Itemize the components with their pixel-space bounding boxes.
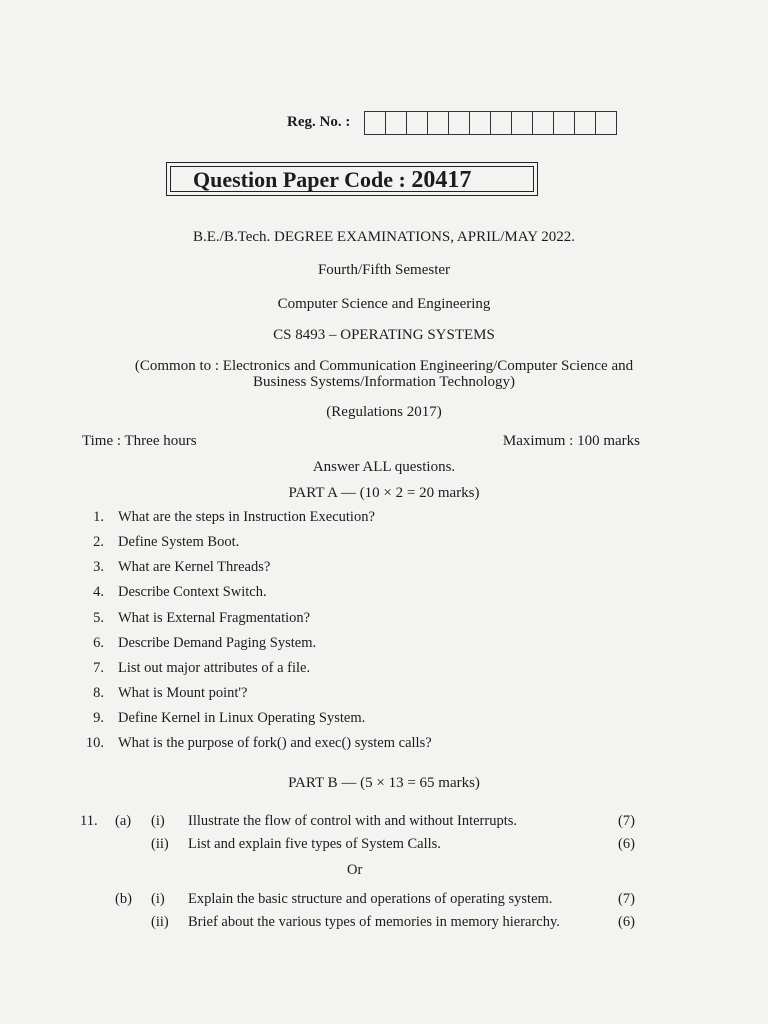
instruction-line: Answer ALL questions. xyxy=(312,459,456,475)
time-line: Time : Three hours xyxy=(82,433,197,449)
question-paper-code xyxy=(170,166,534,192)
reg-no-digit-box xyxy=(553,112,574,134)
degree-line: B.E./B.Tech. DEGREE EXAMINATIONS, APRIL/MAY 2022. xyxy=(192,229,575,245)
question-number: 5. xyxy=(93,610,104,626)
question-text: What is the purpose of fork() and exec() system calls? xyxy=(118,735,432,751)
sub-question-text: Illustrate the flow of control with and without Interrupts. xyxy=(188,813,517,829)
reg-no-digit-box xyxy=(427,112,448,134)
option-label: (a) xyxy=(115,813,132,829)
department-line: Computer Science and Engineering xyxy=(277,296,491,312)
question-paper-code-box xyxy=(166,162,538,196)
question-number: 11. xyxy=(80,813,98,829)
marks: (7) xyxy=(618,813,635,829)
max-marks-line: Maximum : 100 marks xyxy=(502,433,640,449)
question-number: 10. xyxy=(85,735,104,751)
part-b-title: PART B — (5 × 13 = 65 marks) xyxy=(288,775,480,791)
question-number: 7. xyxy=(93,660,104,676)
question-text: What is Mount point'? xyxy=(118,685,248,701)
reg-no-digit-box xyxy=(469,112,490,134)
question-number: 8. xyxy=(93,685,104,701)
question-text: Define Kernel in Linux Operating System. xyxy=(118,710,366,726)
question-number: 1. xyxy=(93,509,104,525)
or-separator: Or xyxy=(347,862,363,878)
reg-no-digit-box xyxy=(595,112,616,134)
question-text: What are the steps in Instruction Execution? xyxy=(118,509,375,525)
question-number: 9. xyxy=(93,710,104,726)
common-line-1: (Common to : Electronics and Communication Engineering/Computer Science and xyxy=(134,358,634,374)
reg-no-digit-box xyxy=(385,112,406,134)
marks: (6) xyxy=(618,836,635,852)
question-text: List out major attributes of a file. xyxy=(118,660,311,676)
reg-no-digit-box xyxy=(511,112,532,134)
sub-question-label: (i) xyxy=(151,813,165,829)
marks: (6) xyxy=(618,914,635,930)
question-paper-code-label: Question Paper Code : xyxy=(193,167,406,192)
sub-question-label: (i) xyxy=(151,891,165,907)
sub-question-label: (ii) xyxy=(151,836,169,852)
reg-no-digit-box xyxy=(448,112,469,134)
reg-no-label: Reg. No. : xyxy=(287,114,351,130)
marks: (7) xyxy=(618,891,635,907)
sub-question-label: (ii) xyxy=(151,914,169,930)
semester-line: Fourth/Fifth Semester xyxy=(317,262,451,278)
common-line-2: Business Systems/Information Technology) xyxy=(253,374,515,390)
option-label: (b) xyxy=(115,891,132,907)
question-number: 3. xyxy=(93,559,104,575)
question-paper-code-value: 20417 xyxy=(411,167,472,193)
question-text: Define System Boot. xyxy=(118,534,240,550)
question-text: What are Kernel Threads? xyxy=(118,559,271,575)
question-text: Describe Demand Paging System. xyxy=(118,635,317,651)
reg-no-digit-box xyxy=(365,112,385,134)
sub-question-text: Brief about the various types of memories in memory hierarchy. xyxy=(188,914,560,930)
question-number: 2. xyxy=(93,534,104,550)
reg-no-digit-box xyxy=(490,112,511,134)
regulations-line: (Regulations 2017) xyxy=(326,404,442,420)
question-number: 4. xyxy=(93,584,104,600)
sub-question-text: List and explain five types of System Calls. xyxy=(188,836,441,852)
question-number: 6. xyxy=(93,635,104,651)
reg-no-digit-box xyxy=(406,112,427,134)
sub-question-text: Explain the basic structure and operations of operating system. xyxy=(188,891,553,907)
question-text: Describe Context Switch. xyxy=(118,584,267,600)
question-text: What is External Fragmentation? xyxy=(118,610,311,626)
reg-no-boxes xyxy=(364,111,617,135)
reg-no-digit-box xyxy=(532,112,553,134)
part-a-title: PART A — (10 × 2 = 20 marks) xyxy=(288,485,480,501)
reg-no-digit-box xyxy=(574,112,595,134)
course-line: CS 8493 – OPERATING SYSTEMS xyxy=(273,327,495,343)
